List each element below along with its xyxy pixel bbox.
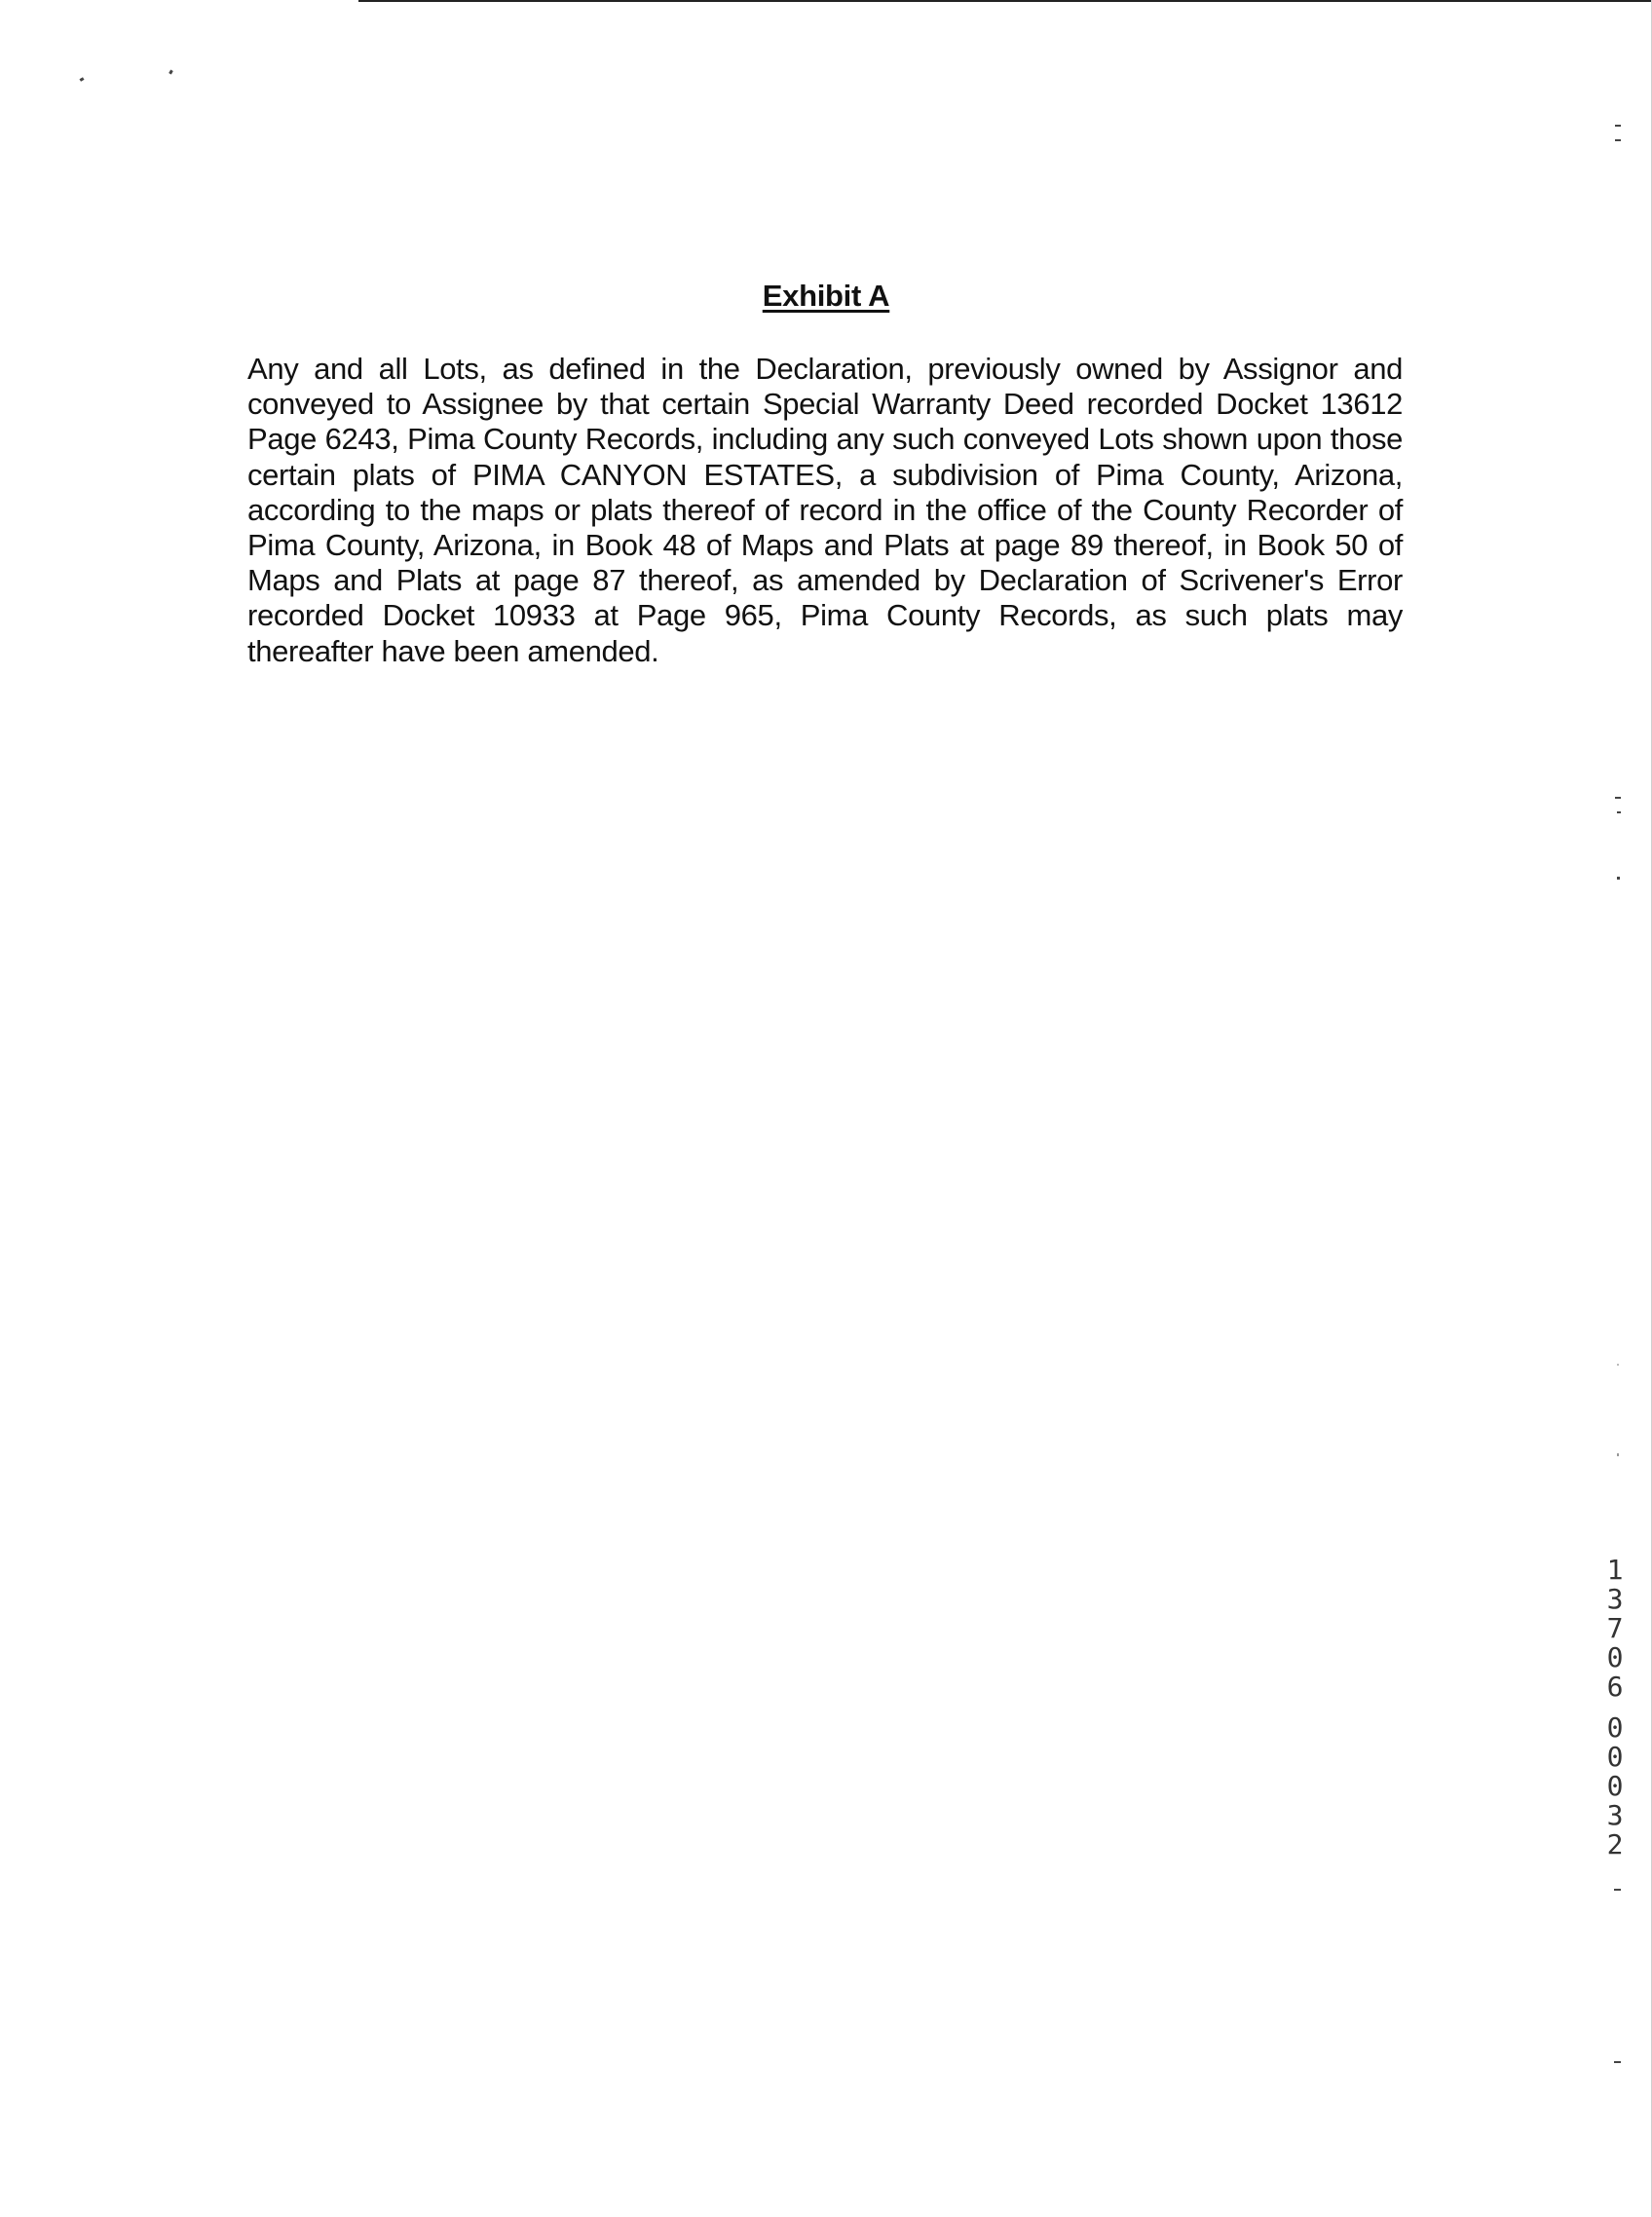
exhibit-title: Exhibit A <box>762 279 890 313</box>
scan-speck <box>1615 125 1621 127</box>
stamp-page-number: 00032 <box>1606 1711 1624 1860</box>
scan-speck <box>1614 1889 1621 1891</box>
scan-speck <box>1615 797 1621 799</box>
scan-speck <box>1614 2061 1621 2063</box>
scan-speck <box>1617 1364 1619 1366</box>
stamp-docket-number: 13706 <box>1606 1554 1624 1703</box>
scan-speck <box>80 77 85 82</box>
scan-speck <box>1617 1453 1619 1456</box>
scan-top-edge <box>358 0 1652 2</box>
scan-speck <box>1617 811 1621 813</box>
recording-stamp <box>1603 1556 1627 1860</box>
legal-description-paragraph: Any and all Lots, as defined in the Declaration, previously owned by Assignor and conveyed to Assignee by that certain Special Warranty Deed recorded Docket 13612 Page 6243, Pima County Records, including any such conveyed Lots shown upon those certain plats of PIMA CANYON ESTATES, a subdivision of Pima County, Arizona, according to the maps or plats thereof of record in the office of the County Recorder of Pima County, Arizona, in Book 48 of Maps and Plats at page 89 thereof, in Book 50 of Maps and Plats at page 87 thereof, as amended by Declaration of Scrivener's Error recorded Docket 10933 at Page 965, Pima County Records, as such plats may thereafter have been amended. <box>247 352 1403 668</box>
scan-speck <box>1615 139 1621 141</box>
scan-speck <box>1617 877 1620 880</box>
scan-speck <box>169 70 173 75</box>
